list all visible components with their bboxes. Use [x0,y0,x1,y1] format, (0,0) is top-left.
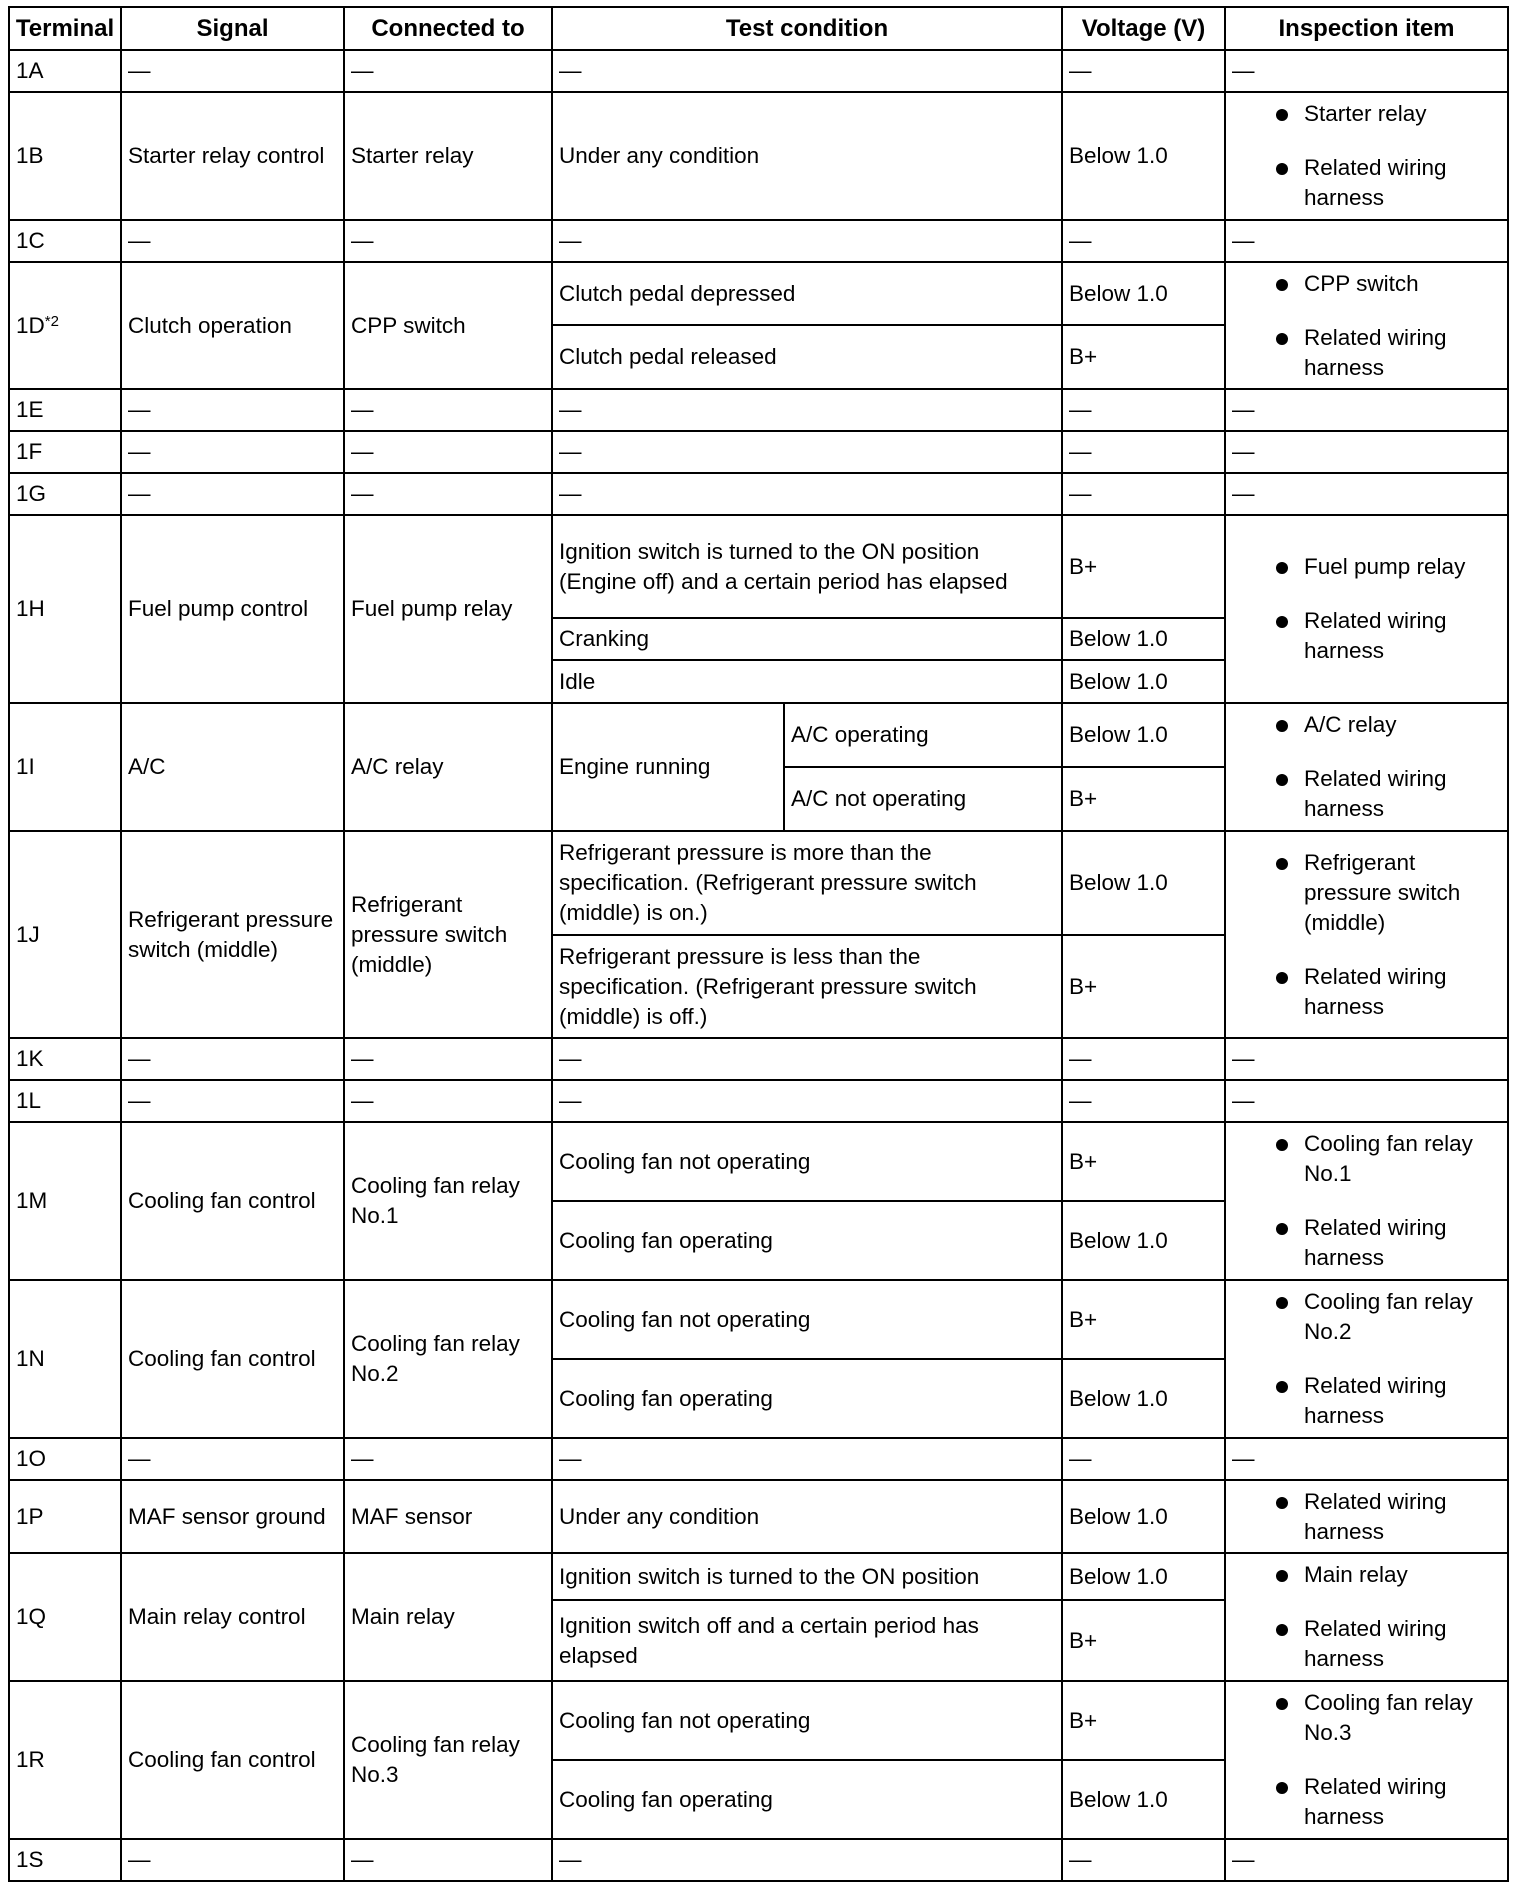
condition-cell: Idle [552,660,1062,703]
condition-cell: — [552,431,1062,473]
inspection-cell [1225,1122,1508,1280]
signal-cell: Refrigerant pressure switch (middle) [121,831,344,1038]
connected-cell: — [344,431,552,473]
table-row [9,92,1508,220]
voltage-cell: — [1062,1839,1225,1881]
voltage-cell: Below 1.0 [1062,703,1225,767]
voltage-cell: — [1062,50,1225,92]
voltage-cell: — [1062,389,1225,431]
signal-cell: Cooling fan control [121,1681,344,1839]
table-row [9,431,1508,473]
table-row [9,1553,1508,1600]
terminal-cell: 1G [9,473,121,515]
voltage-cell: B+ [1062,515,1225,618]
voltage-cell: Below 1.0 [1062,831,1225,935]
terminal-cell: 1B [9,92,121,220]
voltage-cell: B+ [1062,1280,1225,1359]
signal-cell: — [121,1839,344,1881]
voltage-cell: B+ [1062,1122,1225,1201]
header-signal: Signal [121,7,344,50]
voltage-cell: Below 1.0 [1062,660,1225,703]
voltage-cell: Below 1.0 [1062,1760,1225,1839]
voltage-cell: B+ [1062,1681,1225,1760]
header-row [9,7,1508,50]
header-terminal: Terminal [9,7,121,50]
inspection-cell: — [1225,389,1508,431]
terminal-cell: 1C [9,220,121,262]
inspection-item: Related wiring harness [1232,962,1501,1022]
connected-cell: — [344,220,552,262]
terminal-cell: 1M [9,1122,121,1280]
inspection-item: Cooling fan relay No.3 [1232,1688,1501,1748]
voltage-cell: — [1062,431,1225,473]
condition-cell: Under any condition [552,1480,1062,1553]
condition-cell: Cooling fan operating [552,1201,1062,1280]
connected-cell: Starter relay [344,92,552,220]
signal-cell: — [121,220,344,262]
table-row [9,1480,1508,1553]
terminal-footnote: *2 [44,312,59,330]
inspection-item: Related wiring harness [1232,323,1501,383]
terminal-cell: 1Q [9,1553,121,1681]
terminal-cell: 1I [9,703,121,831]
inspection-cell [1225,262,1508,389]
inspection-cell: — [1225,1038,1508,1080]
inspection-cell [1225,1280,1508,1438]
condition-cell: Cooling fan not operating [552,1681,1062,1760]
voltage-cell: — [1062,1080,1225,1122]
table-row [9,831,1508,935]
condition-cell: Refrigerant pressure is less than the specification. (Refrigerant pressure switch (middle) is off.) [552,935,1062,1038]
voltage-cell: — [1062,473,1225,515]
inspection-item: Starter relay [1232,99,1501,129]
inspection-cell [1225,92,1508,220]
voltage-cell: Below 1.0 [1062,1480,1225,1553]
inspection-item: Related wiring harness [1232,1772,1501,1832]
condition-cell: — [552,1080,1062,1122]
signal-cell: — [121,1038,344,1080]
inspection-cell [1225,1480,1508,1553]
connected-cell: — [344,1438,552,1480]
condition-cell: Clutch pedal released [552,325,1062,389]
header-inspection-item: Inspection item [1225,7,1508,50]
table-row [9,1839,1508,1881]
table-row [9,1038,1508,1080]
connected-cell: MAF sensor [344,1480,552,1553]
inspection-item: Cooling fan relay No.2 [1232,1287,1501,1347]
terminal-cell: 1J [9,831,121,1038]
condition-cell: — [552,50,1062,92]
condition-cell: Cooling fan not operating [552,1122,1062,1201]
signal-cell: — [121,431,344,473]
condition-cell: Engine running [552,703,784,831]
connected-cell: — [344,1839,552,1881]
signal-cell: A/C [121,703,344,831]
table-row [9,1122,1508,1201]
voltage-cell: — [1062,1038,1225,1080]
signal-cell: — [121,473,344,515]
table-row [9,515,1508,618]
inspection-item: Related wiring harness [1232,606,1501,666]
condition-cell: Cooling fan operating [552,1359,1062,1438]
connected-cell: Refrigerant pressure switch (middle) [344,831,552,1038]
inspection-cell: — [1225,431,1508,473]
inspection-cell [1225,1681,1508,1839]
voltage-cell: — [1062,1438,1225,1480]
connected-cell: — [344,50,552,92]
inspection-item: Related wiring harness [1232,1614,1501,1674]
voltage-cell: Below 1.0 [1062,618,1225,660]
inspection-item: Cooling fan relay No.1 [1232,1129,1501,1189]
table-row [9,1681,1508,1760]
table-row [9,1280,1508,1359]
connected-cell: CPP switch [344,262,552,389]
terminal-cell: 1E [9,389,121,431]
condition-cell: Cranking [552,618,1062,660]
signal-cell: Fuel pump control [121,515,344,703]
subcondition-cell: A/C operating [784,703,1062,767]
condition-cell: — [552,1038,1062,1080]
inspection-item: Related wiring harness [1232,764,1501,824]
inspection-item: Main relay [1232,1560,1501,1590]
voltage-cell: B+ [1062,1600,1225,1681]
signal-cell: MAF sensor ground [121,1480,344,1553]
inspection-item: A/C relay [1232,710,1501,740]
signal-cell: — [121,389,344,431]
connected-cell: — [344,473,552,515]
connected-cell: Cooling fan relay No.1 [344,1122,552,1280]
condition-cell: — [552,389,1062,431]
terminal-cell: 1K [9,1038,121,1080]
signal-cell: Cooling fan control [121,1122,344,1280]
terminal-cell: 1F [9,431,121,473]
table-row [9,703,1508,767]
inspection-cell [1225,703,1508,831]
condition-cell: Refrigerant pressure is more than the specification. (Refrigerant pressure switch (middle) is on.) [552,831,1062,935]
signal-cell: — [121,1438,344,1480]
voltage-cell: — [1062,220,1225,262]
signal-cell: — [121,50,344,92]
terminal-cell: 1P [9,1480,121,1553]
condition-cell: Ignition switch is turned to the ON position (Engine off) and a certain period has elapsed [552,515,1062,618]
header-voltage: Voltage (V) [1062,7,1225,50]
header-connected-to: Connected to [344,7,552,50]
voltage-cell: Below 1.0 [1062,1553,1225,1600]
signal-cell: — [121,1080,344,1122]
inspection-cell: — [1225,1839,1508,1881]
inspection-item: Related wiring harness [1232,153,1501,213]
inspection-cell: — [1225,1080,1508,1122]
inspection-cell: — [1225,220,1508,262]
connected-cell: Cooling fan relay No.2 [344,1280,552,1438]
table-row [9,262,1508,325]
table-row [9,389,1508,431]
terminal-cell: 1S [9,1839,121,1881]
header-test-condition: Test condition [552,7,1062,50]
condition-cell: — [552,473,1062,515]
voltage-cell: Below 1.0 [1062,1359,1225,1438]
inspection-cell: — [1225,50,1508,92]
terminal-cell: 1A [9,50,121,92]
connected-cell: — [344,1080,552,1122]
terminal-label: 1D [16,312,45,338]
condition-cell: — [552,1839,1062,1881]
connected-cell: Fuel pump relay [344,515,552,703]
signal-cell: Cooling fan control [121,1280,344,1438]
voltage-cell: B+ [1062,767,1225,831]
inspection-item: Related wiring harness [1232,1371,1501,1431]
condition-cell: Under any condition [552,92,1062,220]
signal-cell: Clutch operation [121,262,344,389]
terminal-cell: 1N [9,1280,121,1438]
inspection-item: CPP switch [1232,269,1501,299]
inspection-cell [1225,831,1508,1038]
connected-cell: Main relay [344,1553,552,1681]
connected-cell: A/C relay [344,703,552,831]
connected-cell: Cooling fan relay No.3 [344,1681,552,1839]
voltage-cell: B+ [1062,935,1225,1038]
condition-cell: — [552,220,1062,262]
inspection-item: Fuel pump relay [1232,552,1501,582]
voltage-cell: Below 1.0 [1062,92,1225,220]
connected-cell: — [344,1038,552,1080]
table-row [9,473,1508,515]
terminal-cell [9,262,121,389]
inspection-item: Refrigerant pressure switch (middle) [1232,848,1501,938]
table-row [9,220,1508,262]
terminal-cell: 1H [9,515,121,703]
condition-cell: Ignition switch is turned to the ON position [552,1553,1062,1600]
signal-cell: Starter relay control [121,92,344,220]
voltage-cell: Below 1.0 [1062,262,1225,325]
voltage-cell: Below 1.0 [1062,1201,1225,1280]
table-row [9,50,1508,92]
subcondition-cell: A/C not operating [784,767,1062,831]
condition-cell: Cooling fan not operating [552,1280,1062,1359]
inspection-cell: — [1225,473,1508,515]
inspection-cell [1225,1553,1508,1681]
inspection-cell [1225,515,1508,703]
terminal-cell: 1R [9,1681,121,1839]
inspection-item: Related wiring harness [1232,1213,1501,1273]
signal-cell: Main relay control [121,1553,344,1681]
table-row [9,1438,1508,1480]
inspection-cell: — [1225,1438,1508,1480]
voltage-cell: B+ [1062,325,1225,389]
terminal-cell: 1O [9,1438,121,1480]
terminal-cell: 1L [9,1080,121,1122]
inspection-item: Related wiring harness [1232,1487,1501,1547]
connected-cell: — [344,389,552,431]
condition-cell: Ignition switch off and a certain period has elapsed [552,1600,1062,1681]
terminal-voltage-table [8,6,1509,1882]
condition-cell: — [552,1438,1062,1480]
condition-cell: Clutch pedal depressed [552,262,1062,325]
condition-cell: Cooling fan operating [552,1760,1062,1839]
table-row [9,1080,1508,1122]
